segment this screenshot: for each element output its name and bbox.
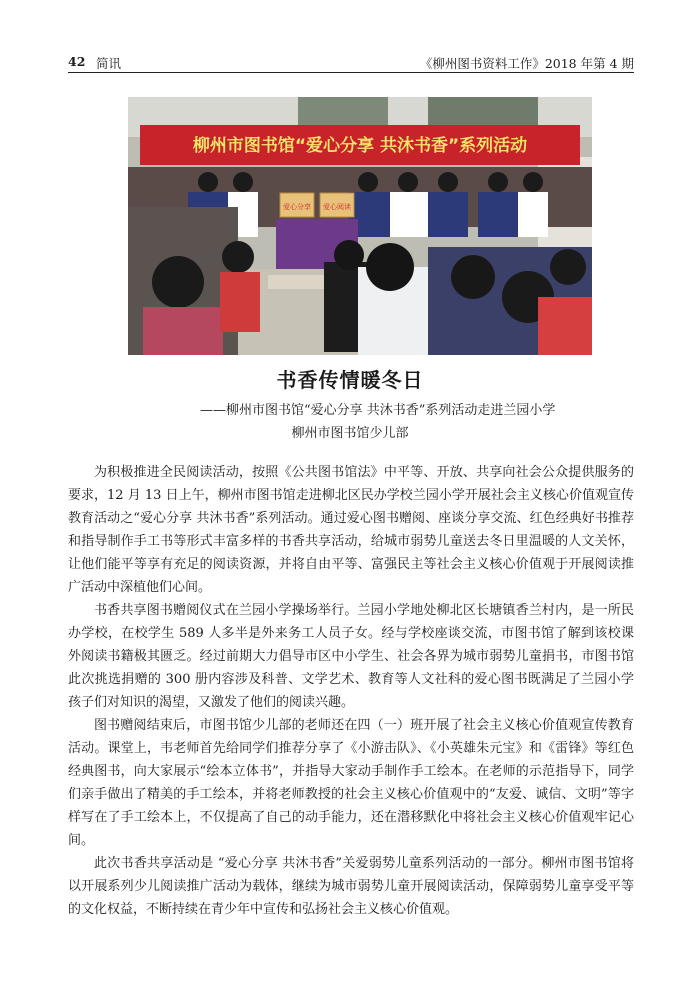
paragraph: 书香共享图书赠阅仪式在兰园小学操场举行。兰园小学地处柳北区长塘镇香兰村内，是一所民办学校，在校学生 589 人多半是外来务工人员子女。经与学校座谈交流，市图书馆了解到该校课外阅读书籍极其匮乏。经过前期大力倡导市区中小学生、社会各界为城市弱势儿童捐书，市图书馆此次挑选捐赠的 300 册内容涉及科普、文学艺术、教育等人文社科的爱心图书既满足了兰园小学孩子们对知识的渴望，又激发了他们的阅读兴趣。 <box>68 603 634 710</box>
running-header <box>68 52 634 73</box>
article-title: 书香传情暖冬日 <box>276 368 424 392</box>
event-photo <box>128 97 592 355</box>
journal-title: 《柳州图书资料工作》2018 年第 4 期 <box>419 56 634 71</box>
paragraph: 为积极推进全民阅读活动，按照《公共图书馆法》中平等、开放、共享向社会公众提供服务的要求，12 月 13 日上午，柳州市图书馆走进柳北区民办学校兰园小学开展社会主义核心价值观宣传教育活动之“爱心分享 共沐书香”系列活动。通过爱心图书赠阅、座谈分享交流、红色经典好书推荐和指导制作手工书等形式丰富多样的书香共享活动，给城市弱势儿童送去冬日里温暖的人文关怀，让他们能平等享有充足的阅读资源，并将自由平等、富强民主等社会主义核心价值观于开展阅读推广活动中深植他们心间。 <box>68 465 634 595</box>
box-label: 爱心阅读 <box>323 203 351 211</box>
paragraph: 图书赠阅结束后，市图书馆少儿部的老师还在四（一）班开展了社会主义核心价值观宣传教育活动。课堂上，韦老师首先给同学们推荐分享了《小游击队》、《小英雄朱元宝》和《雷锋》等红色经典图书，向大家展示“绘本立体书”，并指导大家动手制作手工绘本。在老师的示范指导下，同学们亲手做出了精美的手工绘本，并将老师教授的社会主义核心价值观中的“友爱、诚信、文明”等字样写在了手工绘本上，不仅提高了自己的动手能力，还在潜移默化中将社会主义核心价值观牢记心间。 <box>68 718 634 848</box>
box-label: 爱心分享 <box>283 203 311 211</box>
section-name: 简讯 <box>96 56 122 71</box>
banner-text: 柳州市图书馆“爱心分享 共沐书香”系列活动 <box>192 136 528 156</box>
article-body <box>68 461 634 921</box>
page-number: 42 <box>68 54 86 69</box>
article-department: 柳州市图书馆少儿部 <box>291 426 409 441</box>
paragraph: 此次书香共享活动是 “爱心分享 共沐书香”关爱弱势儿童系列活动的一部分。柳州市图书馆将以开展系列少儿阅读推广活动为载体，继续为城市弱势儿童开展阅读活动，保障弱势儿童享受平等的文化权益，不断持续在青少年中宣传和弘扬社会主义核心价值观。 <box>68 856 634 917</box>
article-subtitle: ——柳州市图书馆“爱心分享 共沐书香”系列活动走进兰园小学 <box>200 403 556 418</box>
